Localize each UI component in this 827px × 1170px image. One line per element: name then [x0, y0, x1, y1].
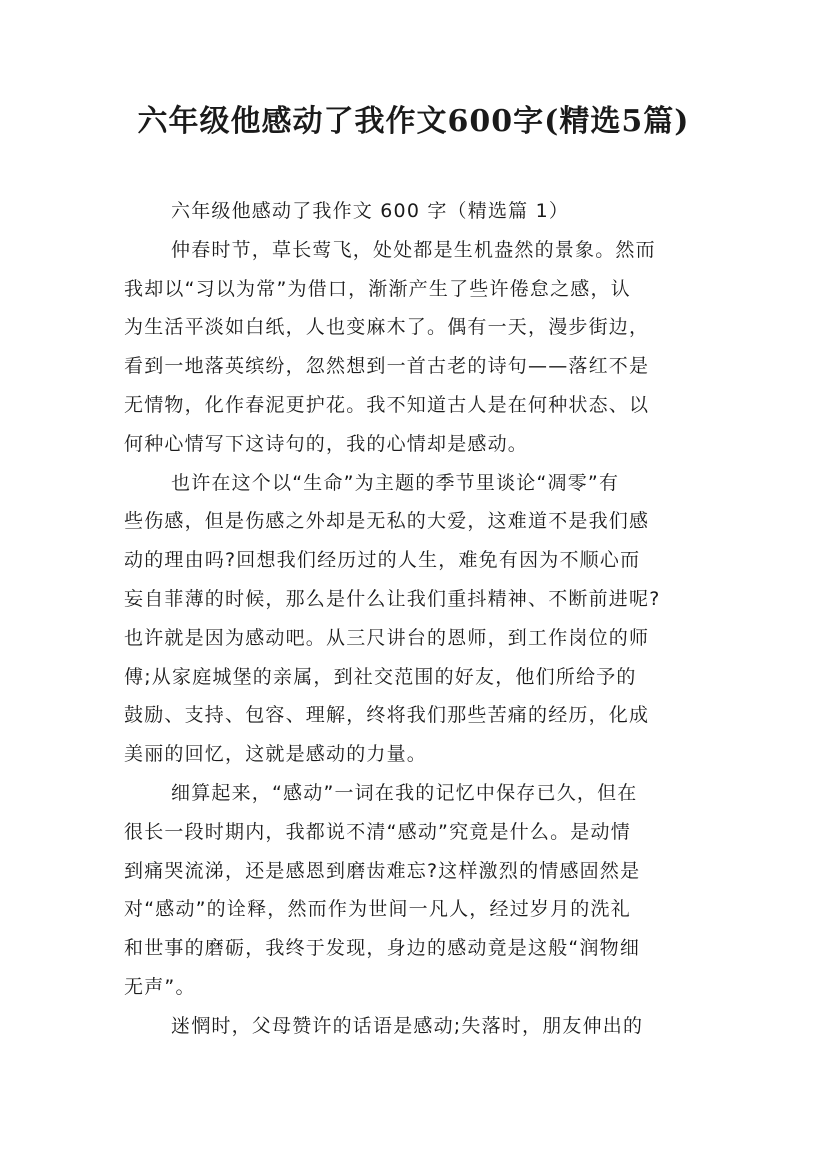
text-line: 我却以“习以为常”为借口，渐渐产生了些许倦怠之感，认 [124, 277, 631, 300]
document-title: 六年级他感动了我作文600字(精选5篇) [137, 104, 690, 139]
text-line: 无情物，化作春泥更护花。我不知道古人是在何种状态、以 [124, 393, 650, 416]
text-line: 无声”。 [124, 975, 196, 998]
text-line: 对“感动”的诠释，然而作为世间一凡人，经过岁月的洗礼 [124, 898, 631, 921]
text-line: 美丽的回忆，这就是感动的力量。 [124, 743, 428, 766]
text-line: 迷惘时，父母赞许的话语是感动;失落时，朋友伸出的 [171, 1014, 644, 1037]
document-body [124, 192, 704, 1046]
text-line: 细算起来，“感动”一词在我的记忆中保存已久，但在 [171, 781, 638, 804]
text-line: 妄自菲薄的时候，那么是什么让我们重抖精神、不断前进呢? [124, 587, 661, 610]
text-line: 鼓励、支持、包容、理解，终将我们那些苦痛的经历，化成 [124, 704, 650, 727]
text-line: 到痛哭流涕，还是感恩到磨齿难忘?这样激烈的情感固然是 [124, 859, 641, 882]
text-line: 些伤感，但是伤感之外却是无私的大爱，这难道不是我们感 [124, 510, 650, 533]
text-line: 看到一地落英缤纷，忽然想到一首古老的诗句——落红不是 [124, 355, 650, 378]
text-line: 也许就是因为感动吧。从三尺讲台的恩师，到工作岗位的师 [124, 626, 650, 649]
text-line: 和世事的磨砺，我终于发现，身边的感动竟是这般“润物细 [124, 937, 641, 960]
text-line: 为生活平淡如白纸，人也变麻木了。偶有一天，漫步街边， [124, 316, 650, 339]
text-line: 仲春时节，草长莺飞，处处都是生机盎然的景象。然而 [171, 238, 656, 261]
text-line: 六年级他感动了我作文 600 字（精选篇 1） [171, 200, 570, 222]
text-line: 何种心情写下这诗句的，我的心情却是感动。 [124, 432, 529, 455]
text-line: 动的理由吗?回想我们经历过的人生，难免有因为不顺心而 [124, 549, 641, 572]
text-line: 很长一段时期内，我都说不清“感动”究竟是什么。是动情 [124, 820, 631, 843]
text-line: 傅;从家庭城堡的亲属，到社交范围的好友，他们所给予的 [124, 665, 637, 688]
text-line: 也许在这个以“生命”为主题的季节里谈论“凋零”有 [171, 471, 620, 494]
